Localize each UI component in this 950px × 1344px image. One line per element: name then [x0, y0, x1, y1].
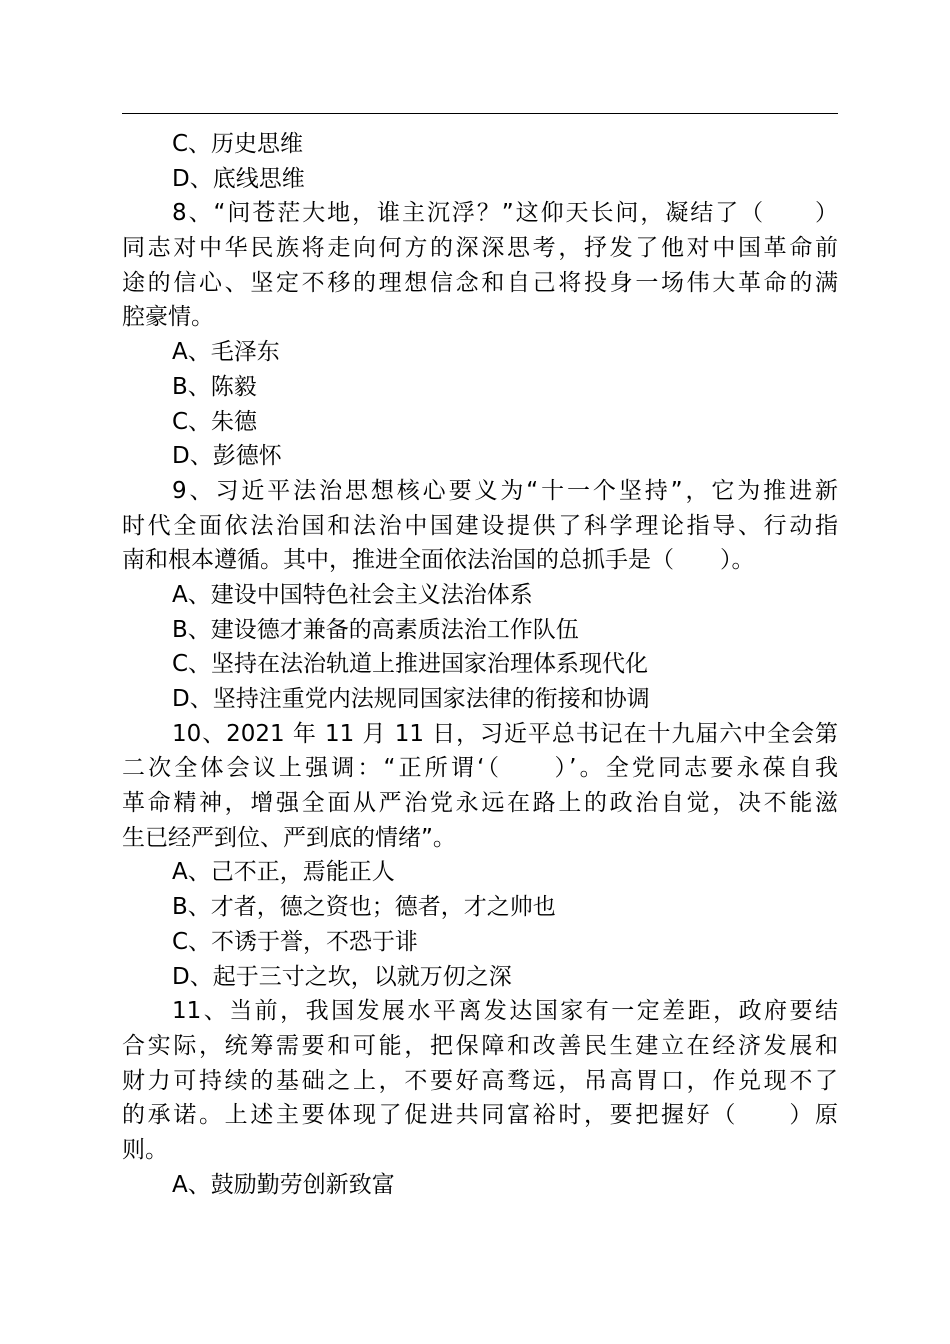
question-11-line-5: 则。 [122, 1136, 168, 1163]
question-9-line-2: 时代全面依法治国和法治中国建设提供了科学理论指导、行动指 [122, 512, 838, 539]
option-q10-d: D、起于三寸之坎，以就万仞之深 [172, 963, 512, 990]
header-rule [122, 113, 838, 114]
question-list [122, 127, 838, 1202]
question-9-line-1: 9、习近平法治思想核心要义为“十一个坚持”，它为推进新 [172, 477, 838, 504]
option-q8-c: C、朱德 [172, 408, 258, 435]
option-q9-b: B、建设德才兼备的高素质法治工作队伍 [172, 616, 579, 643]
question-10-line-1: 10、2021 年 11 月 11 日，习近平总书记在十九届六中全会第 [172, 720, 838, 747]
option-q9-a: A、建设中国特色社会主义法治体系 [172, 581, 533, 608]
option-q8-a: A、毛泽东 [172, 339, 280, 366]
option-q9-d: D、坚持注重党内法规同国家法律的衔接和协调 [172, 686, 650, 712]
question-11-line-2: 合实际，统筹需要和可能，把保障和改善民生建立在经济发展和 [122, 1032, 838, 1059]
option-q9-c: C、坚持在法治轨道上推进国家治理体系现代化 [172, 651, 649, 678]
option-q7-c: C、历史思维 [172, 131, 304, 157]
question-8-line-4: 腔豪情。 [122, 304, 214, 331]
question-11-line-4: 的承诺。上述主要体现了促进共同富裕时，要把握好（ ）原 [122, 1102, 838, 1129]
question-11-line-3: 财力可持续的基础之上，不要好高骛远，吊高胃口，作兑现不了 [122, 1067, 838, 1094]
option-q8-b: B、陈毅 [172, 373, 257, 400]
question-10-line-2: 二次全体会议上强调：“正所谓‘（ ）’。全党同志要永葆自我 [122, 755, 838, 782]
option-q10-b: B、才者，德之资也；德者，才之帅也 [172, 894, 556, 921]
question-9-line-3: 南和根本遵循。其中，推进全面依法治国的总抓手是（ ）。 [122, 547, 755, 574]
option-q10-c: C、不诱于誉，不恐于诽 [172, 928, 419, 955]
option-q11-a: A、鼓励勤劳创新致富 [172, 1171, 395, 1198]
option-q10-a: A、己不正，焉能正人 [172, 859, 395, 886]
question-8-line-3: 途的信心、坚定不移的理想信念和自己将投身一场伟大革命的满 [122, 269, 838, 296]
question-10-line-3: 革命精神，增强全面从严治党永远在路上的政治自觉，决不能滋 [122, 790, 838, 817]
option-q8-d: D、彭德怀 [172, 443, 282, 470]
option-q7-d: D、底线思维 [172, 165, 305, 192]
question-11-line-1: 11、当前，我国发展水平离发达国家有一定差距，政府要结 [172, 998, 838, 1025]
question-8-line-1: 8、“问苍茫大地，谁主沉浮？”这仰天长问，凝结了（ ） [172, 200, 838, 227]
question-8-line-2: 同志对中华民族将走向何方的深深思考，抒发了他对中国革命前 [122, 235, 838, 262]
question-10-line-4: 生已经严到位、严到底的情绪”。 [122, 824, 456, 851]
